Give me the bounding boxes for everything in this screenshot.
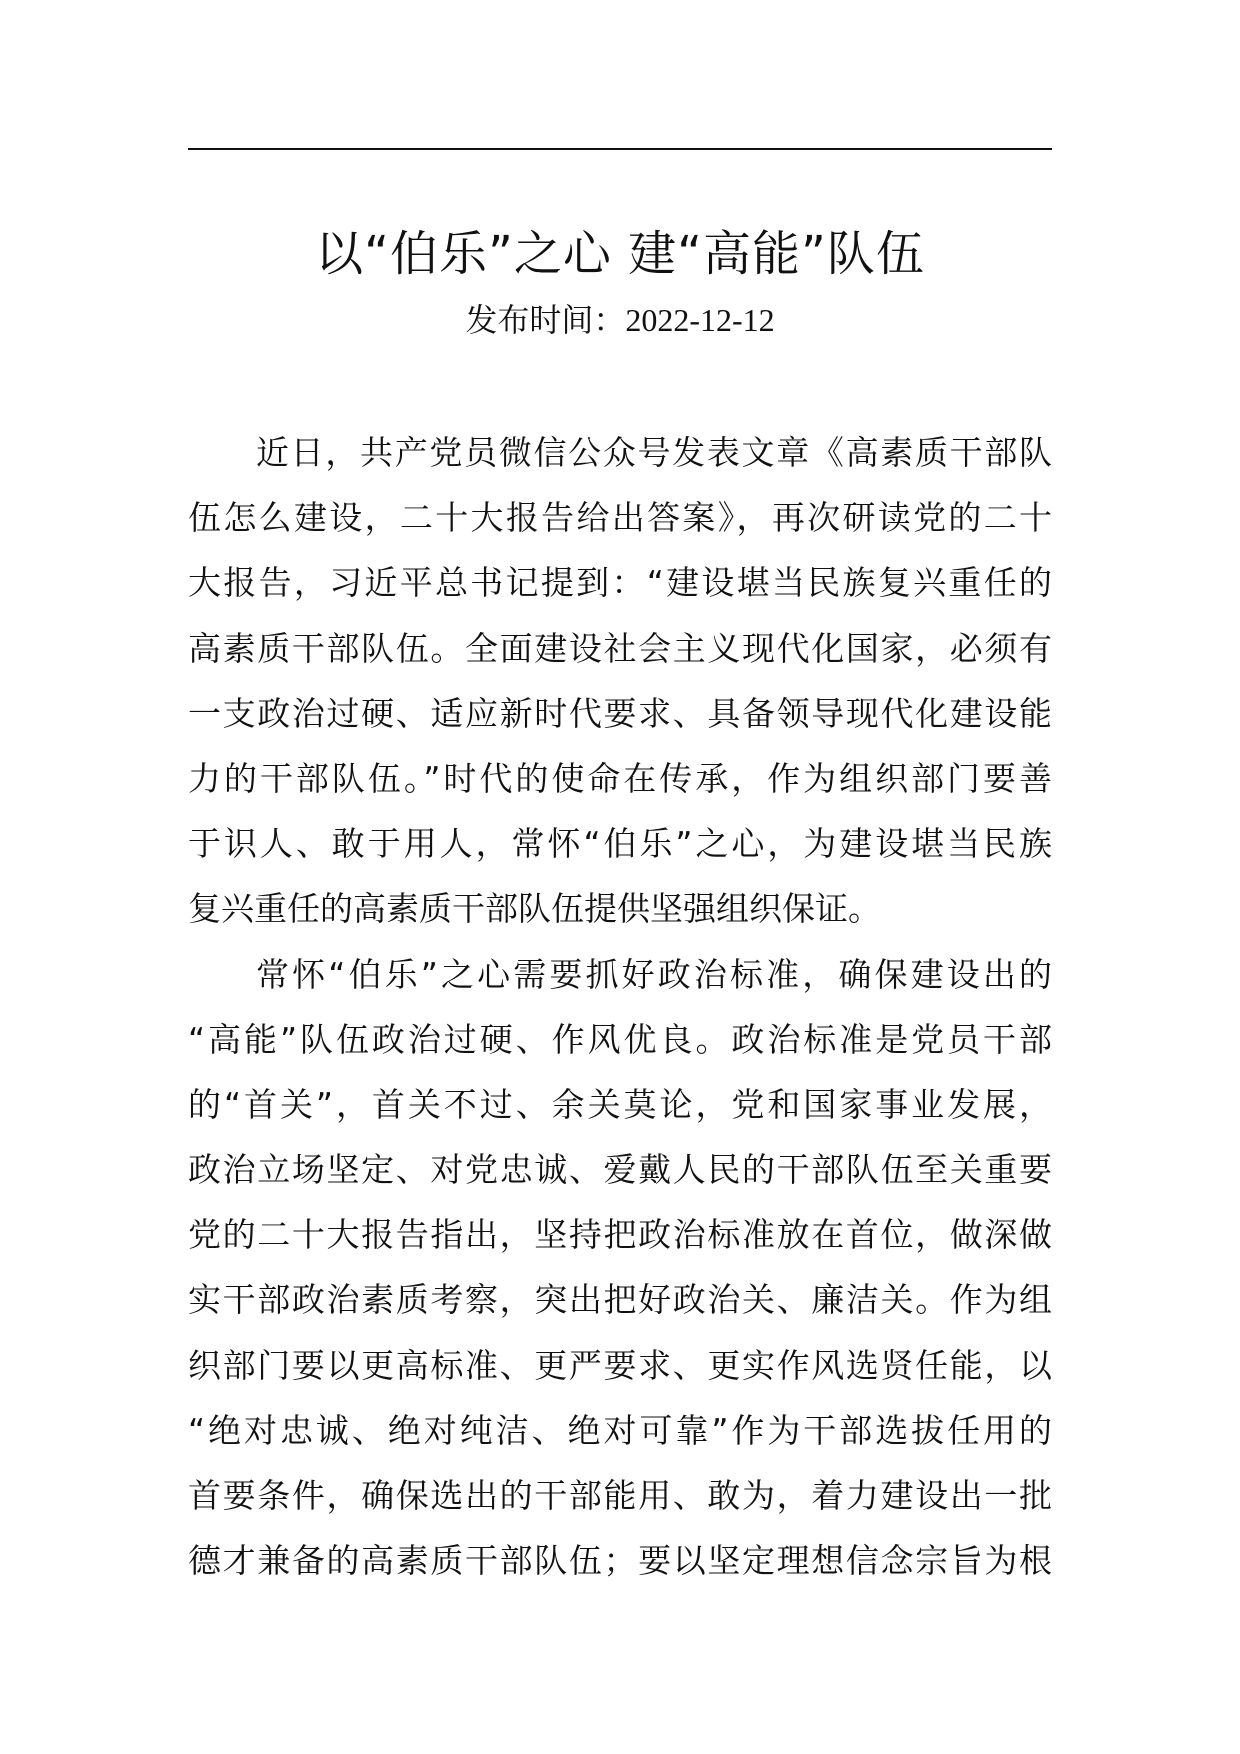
body-line: 高素质干部队伍。全面建设社会主义现代化国家，必须有 [188,628,1052,668]
body-line: 一支政治过硬、适应新时代要求、具备领导现代化建设能 [188,693,1052,733]
paragraph-2 [188,942,1052,1594]
publish-date-line [188,298,1052,342]
body-line: 复兴重任的高素质干部队伍提供坚强组织保证。 [188,889,881,929]
body-line: 织部门要以更高标准、更严要求、更实作风选贤任能，以 [188,1345,1052,1385]
body-line: 大报告，习近平总书记提到：“建设堪当民族复兴重任的 [188,563,1052,603]
body-line: 德才兼备的高素质干部队伍；要以坚定理想信念宗旨为根 [188,1541,1052,1581]
publish-date-label: 发布时间： [465,301,626,339]
body-line: 政治立场坚定、对党忠诚、爱戴人民的干部队伍至关重要 [188,1150,1052,1190]
article-body [188,420,1052,1593]
body-line: 常怀“伯乐”之心需要抓好政治标准，确保建设出的 [256,954,1052,994]
paragraph-1 [188,420,1052,942]
body-line: 力的干部队伍。”时代的使命在传承，作为组织部门要善 [188,758,1052,798]
body-line: 于识人、敢于用人，常怀“伯乐”之心，为建设堪当民族 [188,824,1052,864]
publish-date-value: 2022-12-12 [625,302,775,338]
body-line: 首要条件，确保选出的干部能用、敢为，着力建设出一批 [188,1476,1052,1515]
body-line: 的“首关”，首关不过、余关莫论，党和国家事业发展， [188,1084,1052,1124]
body-line: 实干部政治素质考察，突出把好政治关、廉洁关。作为组 [188,1280,1052,1320]
body-line: 近日，共产党员微信公众号发表文章《高素质干部队 [256,433,1052,472]
header-rule [188,148,1052,150]
page-title: 以“伯乐”之心 建“高能”队伍 [315,226,925,282]
body-line: “绝对忠诚、绝对纯洁、绝对可靠”作为干部选拔任用的 [188,1410,1052,1450]
body-line: “高能”队伍政治过硬、作风优良。政治标准是党员干部 [188,1019,1052,1059]
body-line: 伍怎么建设，二十大报告给出答案》，再次研读党的二十 [188,498,1052,538]
body-line: 党的二十大报告指出，坚持把政治标准放在首位，做深做 [188,1215,1052,1255]
